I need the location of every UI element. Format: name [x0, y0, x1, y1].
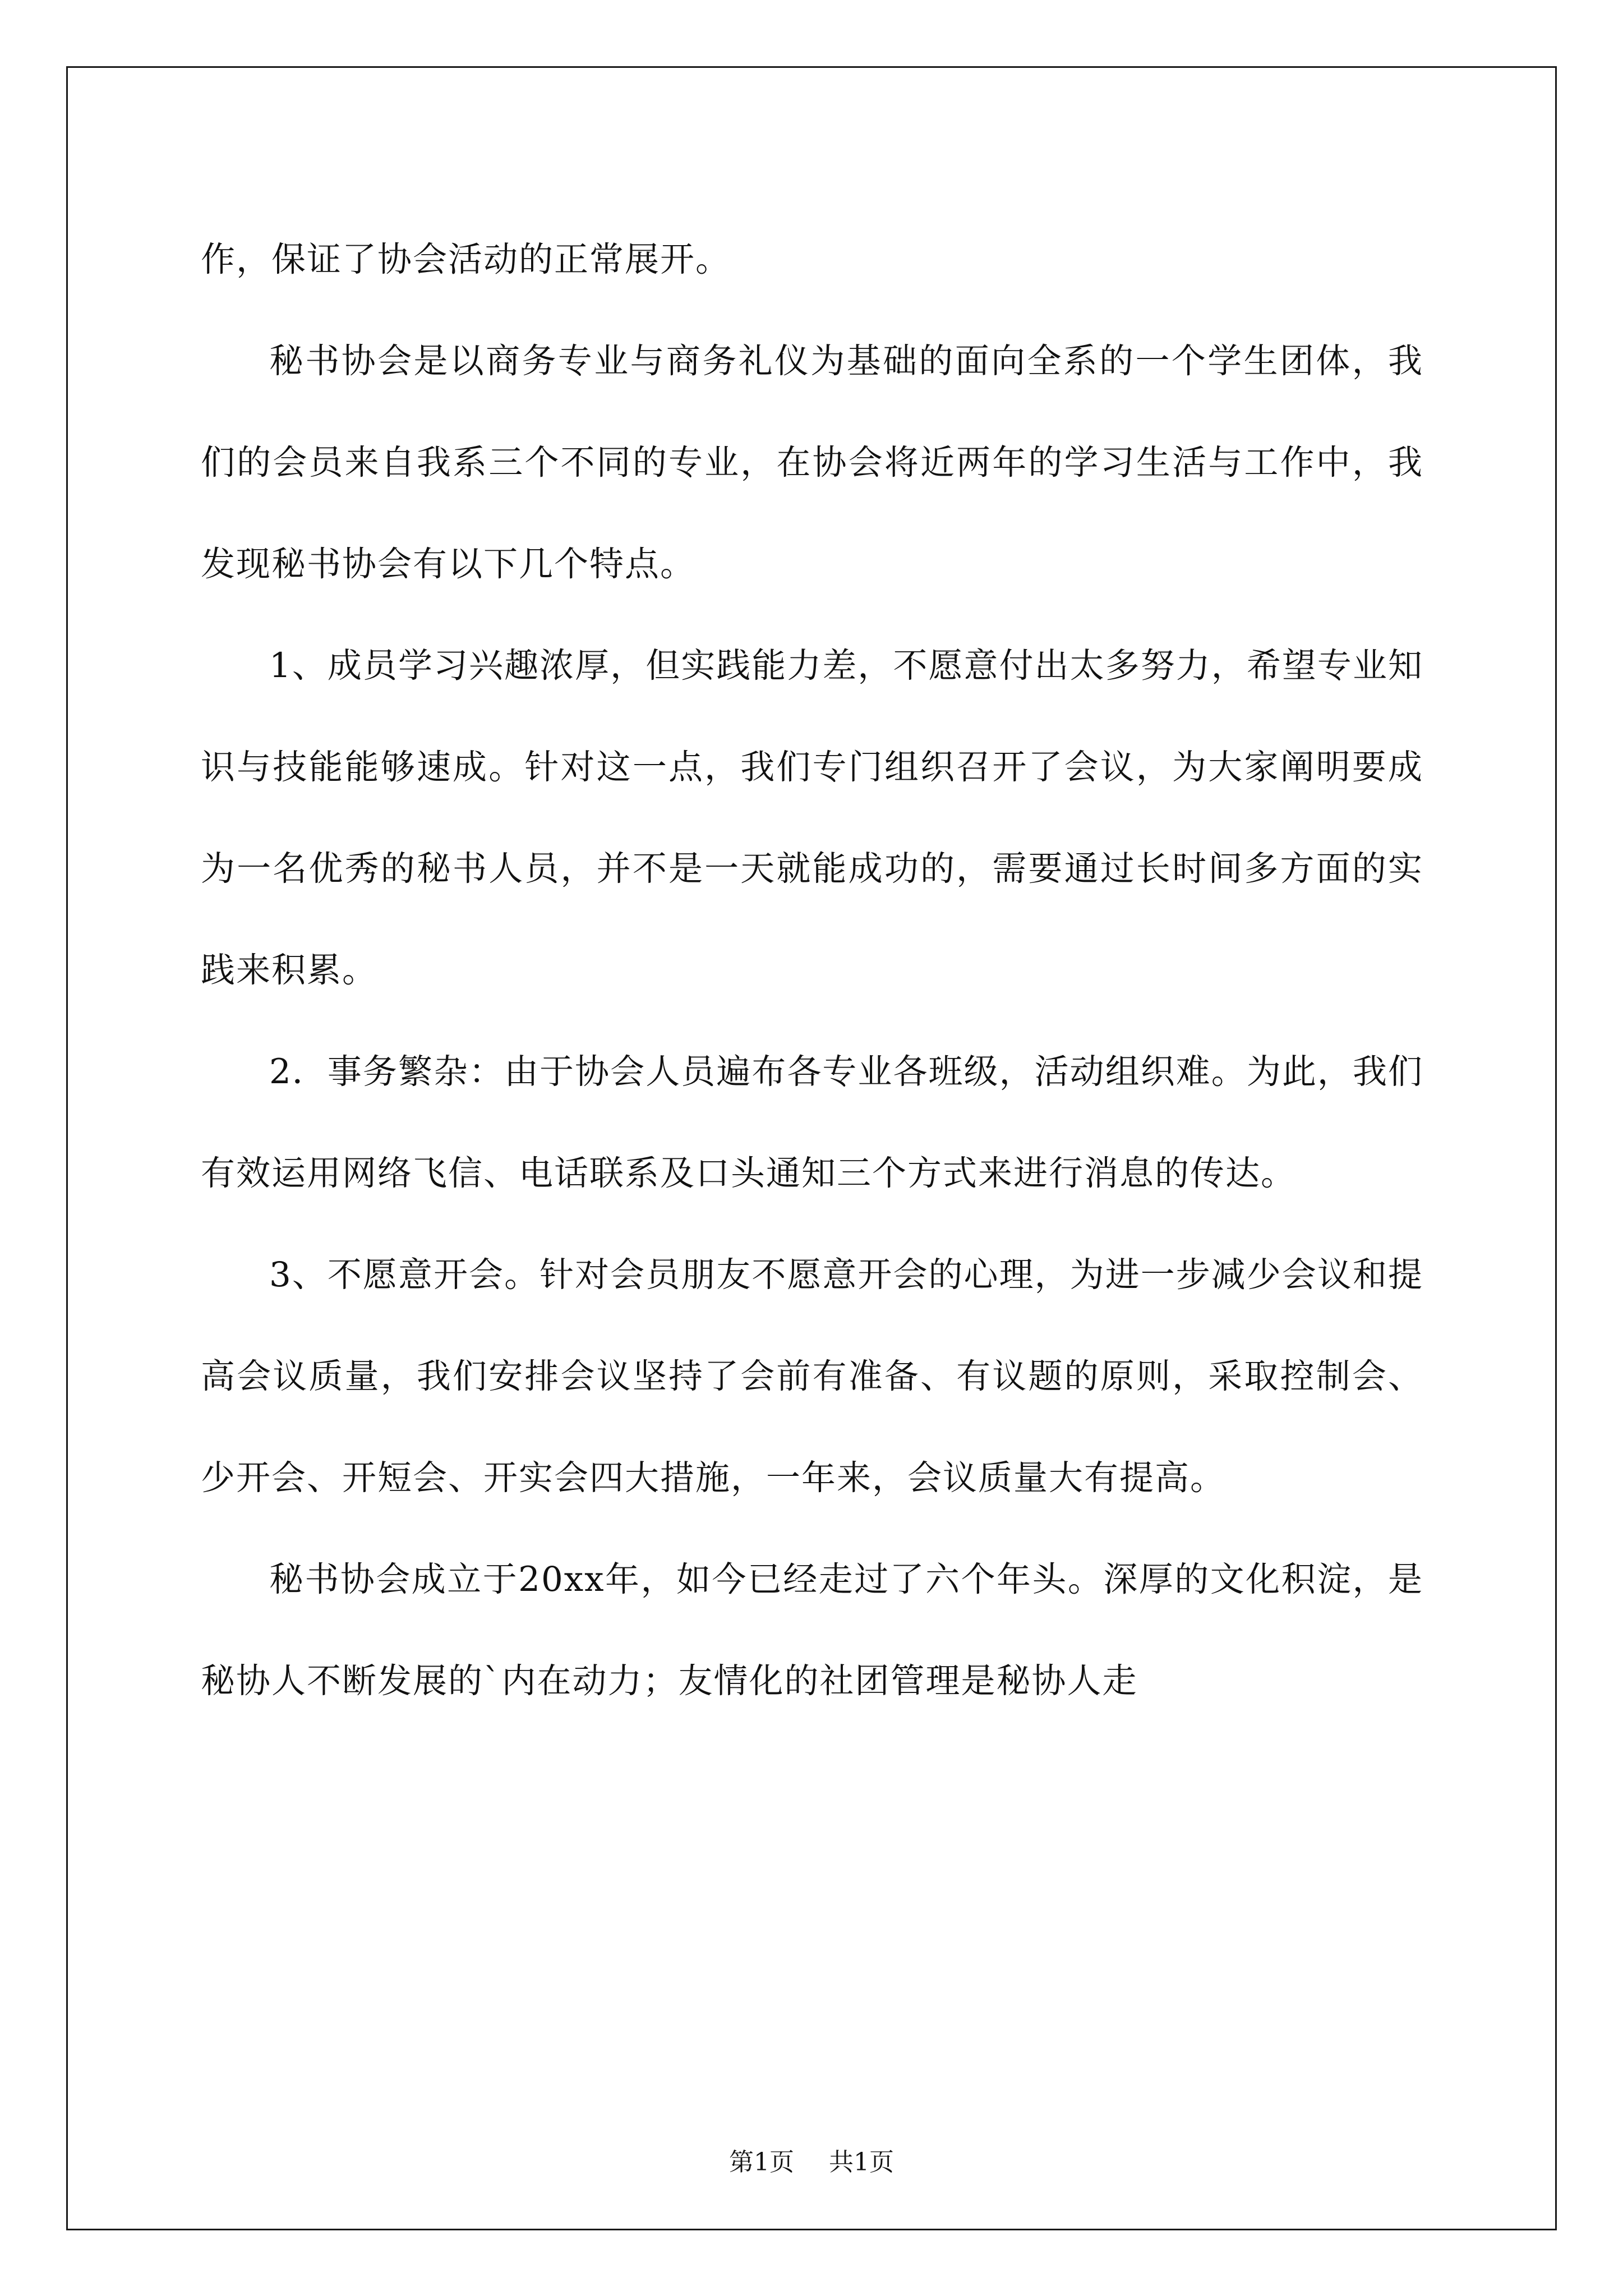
paragraph: 2．事务繁杂：由于协会人员遍布各专业各班级，活动组织难。为此，我们有效运用网络飞信、电话联系及口头通知三个方式来进行消息的传达。 — [201, 1052, 1423, 1193]
document-body — [201, 209, 1423, 1732]
paragraph: 1、成员学习兴趣浓厚，但实践能力差，不愿意付出太多努力，希望专业知识与技能能够速成。针对这一点，我们专门组织召开了会议，为大家阐明要成为一名优秀的秘书人员，并不是一天就能成功的，需要通过长时间多方面的实践来积累。 — [201, 646, 1423, 990]
page-number: 第1页 — [729, 2148, 794, 2177]
paragraph: 秘书协会是以商务专业与商务礼仪为基础的面向全系的一个学生团体，我们的会员来自我系三个不同的专业，在协会将近两年的学习生活与工作中，我发现秘书协会有以下几个特点。 — [201, 341, 1423, 584]
page-footer — [0, 2142, 1623, 2178]
paragraph: 秘书协会成立于20xx年，如今已经走过了六个年头。深厚的文化积淀，是秘协人不断发展的`内在动力；友情化的社团管理是秘协人走 — [201, 1559, 1423, 1701]
paragraph: 作，保证了协会活动的正常展开。 — [201, 240, 731, 279]
paragraph: 3、不愿意开会。针对会员朋友不愿意开会的心理，为进一步减少会议和提高会议质量，我们安排会议坚持了会前有准备、有议题的原则，采取控制会、少开会、开短会、开实会四大措施，一年来，会议质量大有提高。 — [201, 1255, 1423, 1498]
page-total: 共1页 — [829, 2148, 894, 2177]
